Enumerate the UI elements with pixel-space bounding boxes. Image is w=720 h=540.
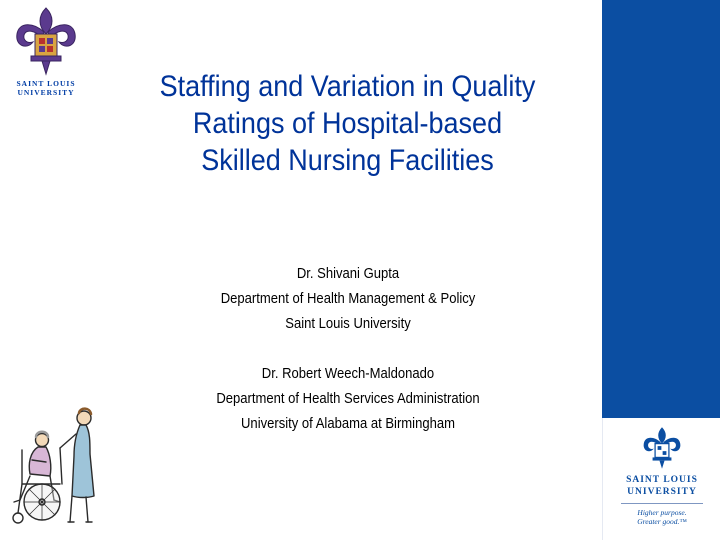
author-block (197, 262, 499, 437)
title-line-3: Skilled Nursing Facilities (201, 144, 494, 177)
logo-wordmark-line-2: UNIVERSITY (17, 88, 75, 97)
author-2-department: Department of Health Services Administration (216, 391, 480, 407)
author-1-institution: Saint Louis University (285, 316, 411, 332)
title-line-2: Ratings of Hospital-based (192, 107, 503, 140)
author-1-department: Department of Health Management & Policy (220, 291, 476, 307)
slide-title (120, 68, 575, 179)
author-1-name: Dr. Shivani Gupta (296, 266, 400, 282)
author-2-name: Dr. Robert Weech-Maldonado (261, 366, 435, 382)
accent-bar (602, 0, 720, 418)
slu-logo-top (6, 6, 86, 106)
tagline-line-2: Greater good.™ (637, 517, 687, 526)
fleur-de-lis-crest-icon (640, 426, 684, 470)
logo-wordmark-line-1: SAINT LOUIS (16, 79, 76, 88)
caregiver-wheelchair-icon (6, 404, 104, 536)
title-line-1: Staffing and Variation in Quality (159, 70, 536, 103)
footer-logo-panel (602, 418, 720, 540)
tagline-line-1: Higher purpose. (637, 508, 687, 517)
slu-logo-bottom (603, 426, 720, 526)
footer-wordmark-line-1: SAINT LOUIS (626, 475, 698, 485)
footer-divider (621, 503, 703, 504)
author-spacer (197, 337, 499, 362)
footer-wordmark-line-2: UNIVERSITY (627, 487, 697, 497)
fleur-de-lis-crest-icon (11, 6, 81, 76)
author-2-institution: University of Alabama at Birmingham (241, 416, 455, 432)
